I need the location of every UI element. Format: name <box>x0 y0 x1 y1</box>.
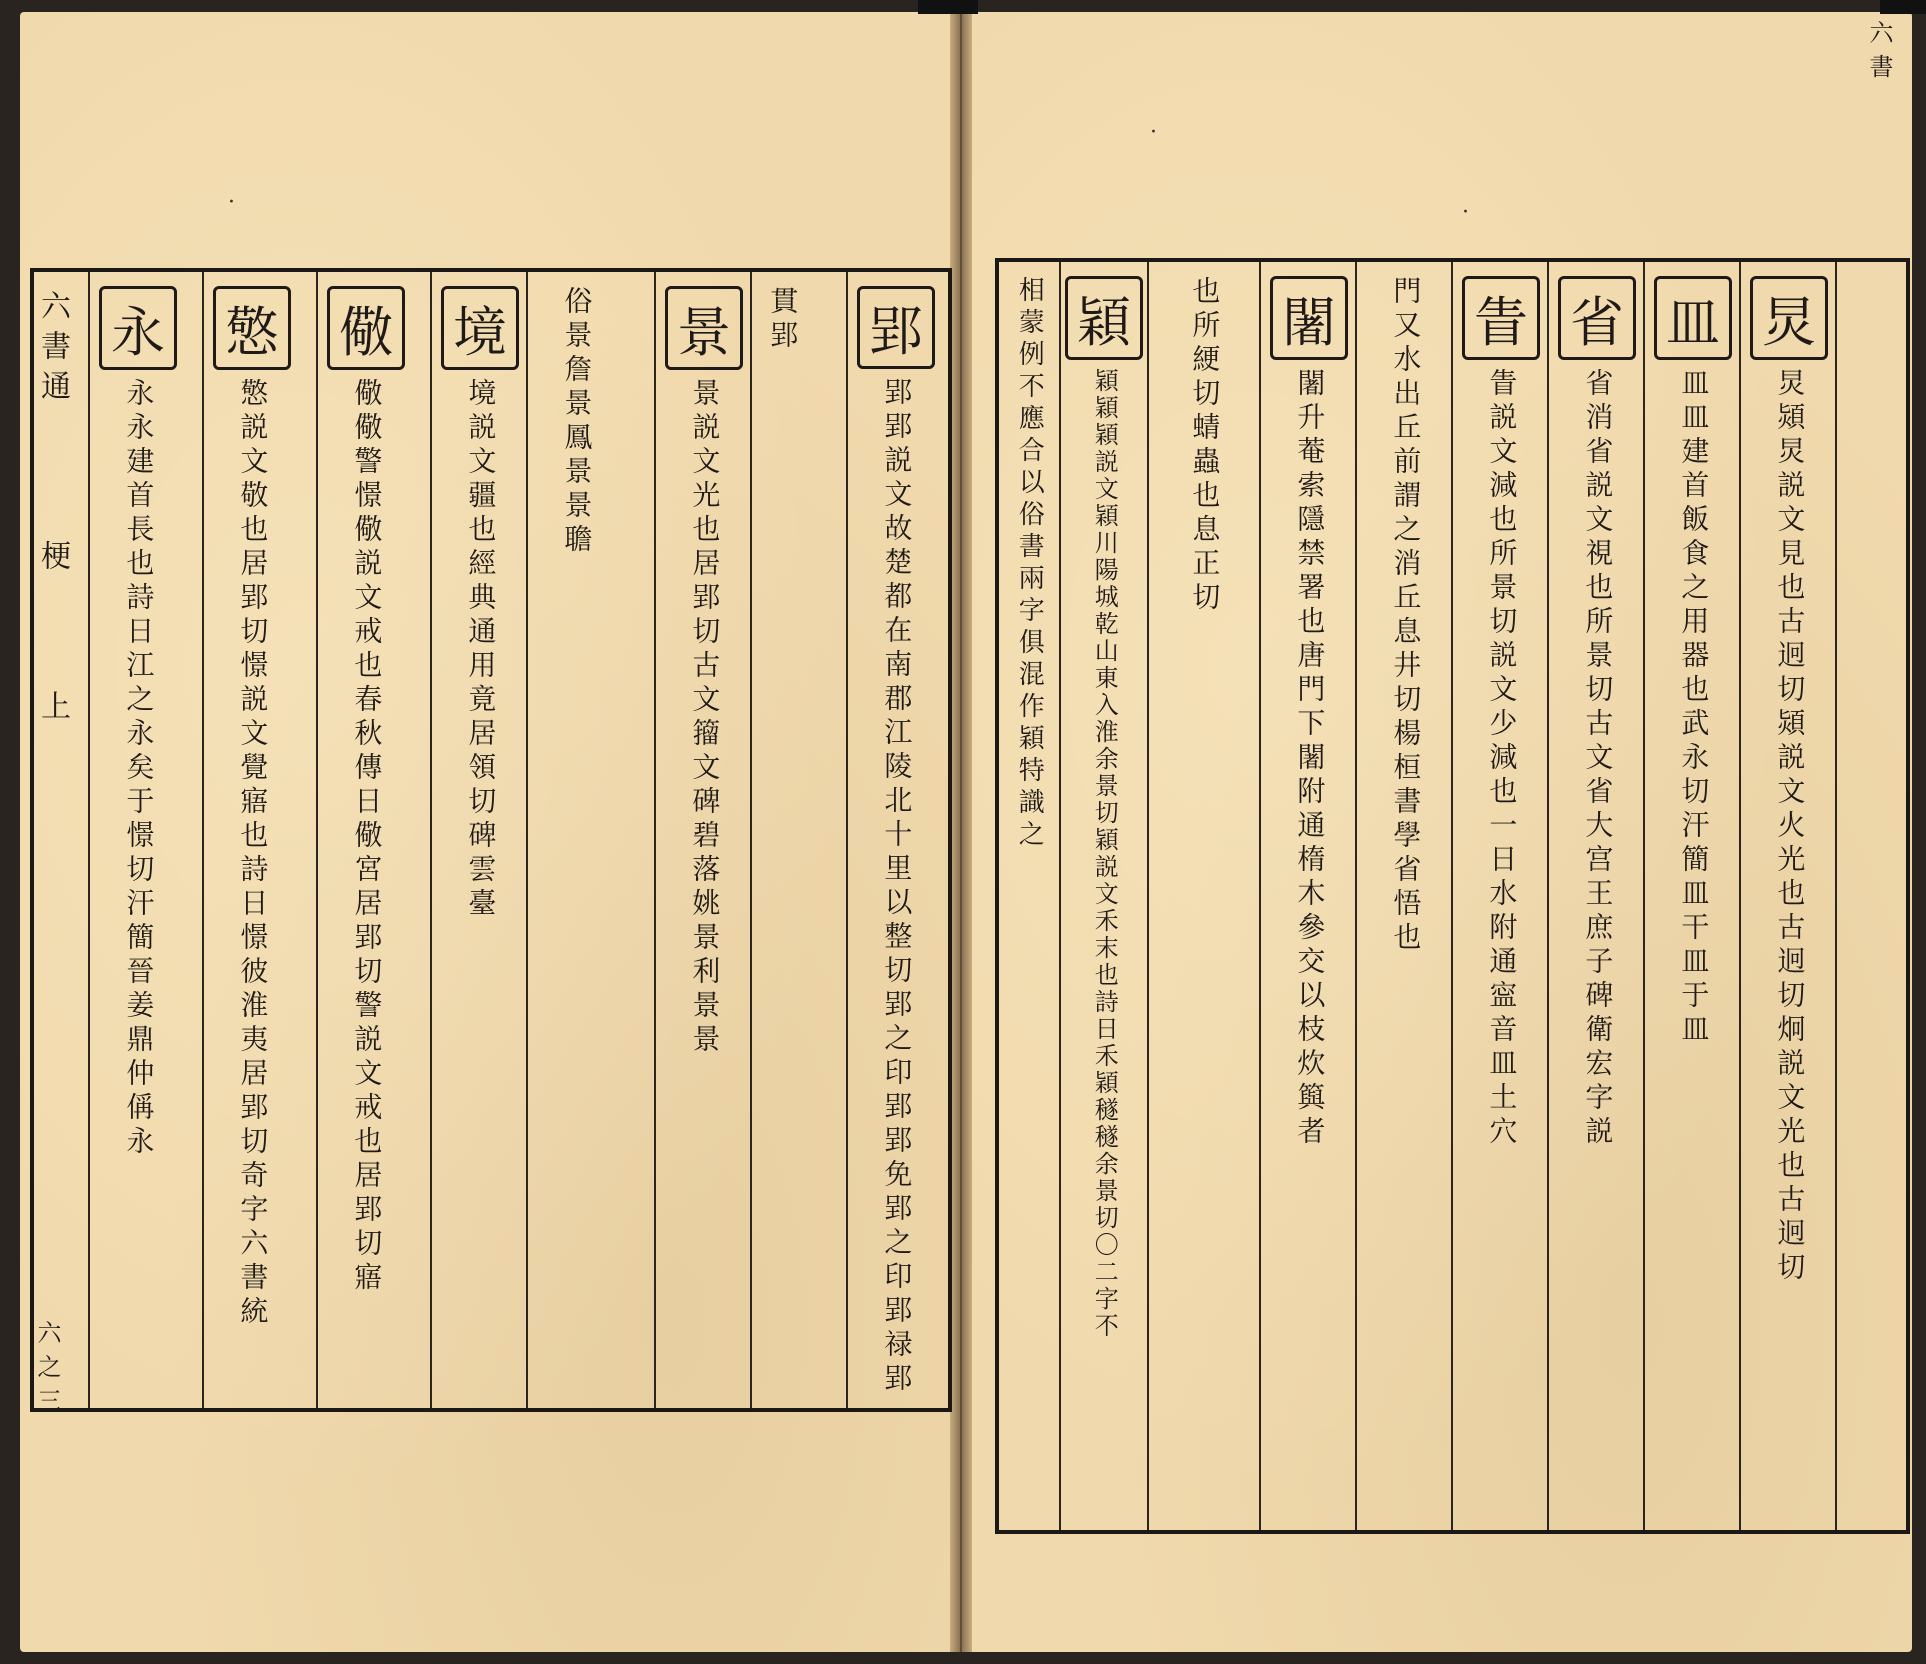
right-text-frame <box>995 258 1910 1534</box>
column-9 <box>999 276 1059 1516</box>
book-title: 六書通 <box>35 290 70 410</box>
column-text: 俗景詹景鳳景景聸 <box>560 286 594 558</box>
entry-head: 儆 <box>327 286 405 370</box>
column-8 <box>1061 276 1147 1516</box>
column-3 <box>656 286 752 1394</box>
entry-head: 闍 <box>1270 276 1348 360</box>
entry-head: 境 <box>441 286 519 370</box>
column-text: 永永建首長也詩日江之永矣于憬切汗簡晉姜鼎仲偁永 <box>122 378 156 1160</box>
column-text: 郢郢説文故楚都在南郡江陵北十里以整切郢之印郢郢免郢之印郢禄郢 <box>880 377 914 1397</box>
fold-mark: · <box>228 190 235 215</box>
column-text: 省消省説文視也所景切古文省大宫王庶子碑衛宏字説 <box>1581 368 1615 1150</box>
column-2 <box>752 286 812 1394</box>
volume-label: 上 <box>35 690 70 730</box>
folio-number: 六之三 <box>33 1320 61 1422</box>
column-1 <box>1741 276 1837 1516</box>
column-text: 闍升菴索隱禁署也唐門下闍附通楕木參交以枝炊籅者 <box>1293 368 1327 1150</box>
entry-head: 眚 <box>1462 276 1540 360</box>
column-7 <box>204 286 300 1394</box>
entry-head: 皿 <box>1654 276 1732 360</box>
rhyme-label: 梗 <box>35 540 70 580</box>
column-7 <box>1149 276 1259 1516</box>
column-4 <box>1453 276 1549 1516</box>
column-text: 炅熲炅説文見也古迥切熲説文火光也古迥切炯説文光也古迥切 <box>1773 368 1807 1286</box>
column-5 <box>1357 276 1453 1516</box>
column-text: 也所綆切蜻蟲也息正切 <box>1188 276 1222 616</box>
column-text: 境説文疆也經典通用竟居領切碑雲臺 <box>464 378 498 922</box>
entry-head: 炅 <box>1750 276 1828 360</box>
entry-head: 憼 <box>213 286 291 370</box>
column-text: 景説文光也居郢切古文籀文碑碧落姚景利景景 <box>688 378 722 1058</box>
column-6 <box>1261 276 1357 1516</box>
column-5 <box>432 286 528 1394</box>
right-margin-label: 六書 <box>1865 20 1893 88</box>
column-text: 憼説文敬也居郢切憬説文覺寤也詩日憬彼淮夷居郢切奇字六書統 <box>236 378 270 1330</box>
entry-head: 郢 <box>857 286 935 369</box>
entry-head: 穎 <box>1065 276 1143 360</box>
fold-mark: · <box>1150 120 1157 145</box>
fold-mark: · <box>1462 200 1469 225</box>
column-text: 相蒙例不應合以俗書兩字俱混作穎特識之 <box>1014 276 1045 852</box>
column-text: 貫郢 <box>766 286 800 354</box>
column-1 <box>848 286 944 1397</box>
column-6 <box>318 286 414 1394</box>
entry-head: 省 <box>1558 276 1636 360</box>
left-text-frame <box>30 268 952 1412</box>
column-text: 眚説文減也所景切説文少減也一日水附通寍音皿土穴 <box>1485 368 1519 1150</box>
entry-head: 永 <box>99 286 177 370</box>
column-text: 儆儆警憬儆説文戒也春秋傳日儆宮居郢切警説文戒也居郢切寤 <box>350 378 384 1296</box>
entry-head: 景 <box>665 286 743 370</box>
column-text: 皿皿建首飯食之用器也武永切汗簡皿干皿于皿 <box>1677 368 1711 1048</box>
spine-tab <box>918 0 978 14</box>
column-text: 穎穎穎説文穎川陽城乾山東入淮余景切穎説文禾末也詩日禾穎穟穟余景切〇二字不 <box>1090 368 1119 1340</box>
column-2 <box>1645 276 1741 1516</box>
spine-tab-right <box>1880 0 1926 14</box>
column-text: 門又水出丘前謂之消丘息井切楊桓書學省悟也 <box>1389 276 1423 956</box>
column-8 <box>90 286 186 1394</box>
book-gutter <box>950 12 972 1652</box>
column-4 <box>528 286 624 1394</box>
column-3 <box>1549 276 1645 1516</box>
